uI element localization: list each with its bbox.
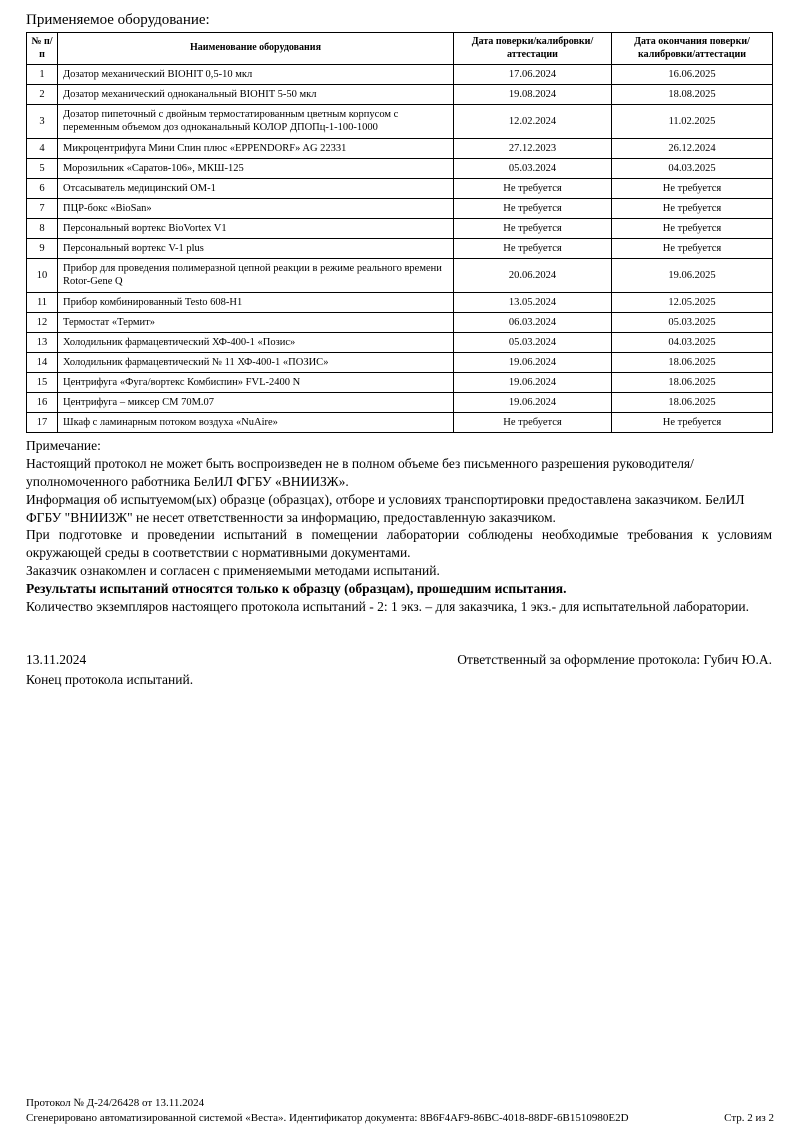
verification-date: 19.06.2024 <box>454 373 612 393</box>
page-footer <box>26 1096 774 1126</box>
equipment-name: Персональный вортекс V-1 plus <box>58 239 454 259</box>
table-row <box>27 105 773 138</box>
row-number: 11 <box>27 292 58 312</box>
footer-protocol-number: Протокол № Д-24/26428 от 13.11.2024 <box>26 1097 205 1110</box>
table-row <box>27 138 773 158</box>
table-row <box>27 393 773 413</box>
protocol-date: 13.11.2024 <box>26 651 87 667</box>
end-of-protocol-line: Конец протокола испытаний. <box>26 671 194 687</box>
table-row <box>27 259 773 292</box>
note-heading: Примечание: <box>26 438 101 454</box>
verification-end-date: 26.12.2024 <box>612 138 773 158</box>
table-row <box>27 413 773 433</box>
verification-date: 05.03.2024 <box>454 332 612 352</box>
table-header-row <box>27 33 773 65</box>
row-number: 5 <box>27 158 58 178</box>
footer-generated-line <box>26 1111 774 1126</box>
note-paragraph: Количество экземпляров настоящего протокола испытаний - 2: 1 экз. – для заказчика, 1 экз.- для испытательной лаборатории. <box>26 598 749 614</box>
table-row <box>27 292 773 312</box>
verification-date: 19.06.2024 <box>454 393 612 413</box>
row-number: 16 <box>27 393 58 413</box>
footer-generated-text: Сгенерировано автоматизированной системой «Веста». Идентификатор документа: 8B6F4AF9-86BC-4018-88DF-6B1510980E2D <box>26 1112 629 1125</box>
row-number: 10 <box>27 259 58 292</box>
table-row <box>27 312 773 332</box>
equipment-name: Шкаф с ламинарным потоком воздуха «NuAire» <box>58 413 454 433</box>
verification-end-date: 19.06.2025 <box>612 259 773 292</box>
header-num: № п/п <box>27 33 58 65</box>
verification-date: 19.08.2024 <box>454 85 612 105</box>
verification-end-date: 16.06.2025 <box>612 65 773 85</box>
verification-end-date: 04.03.2025 <box>612 158 773 178</box>
row-number: 17 <box>27 413 58 433</box>
section-title: Применяемое оборудование: <box>26 12 210 28</box>
verification-date: Не требуется <box>454 219 612 239</box>
equipment-table <box>26 32 773 433</box>
equipment-name: Микроцентрифуга Мини Спин плюс «EPPENDORF» AG 22331 <box>58 138 454 158</box>
row-number: 3 <box>27 105 58 138</box>
notes-section <box>26 437 772 615</box>
verification-end-date: 18.06.2025 <box>612 393 773 413</box>
table-row <box>27 65 773 85</box>
table-row <box>27 373 773 393</box>
verification-end-date: Не требуется <box>612 413 773 433</box>
row-number: 8 <box>27 219 58 239</box>
verification-date: 20.06.2024 <box>454 259 612 292</box>
equipment-name: Отсасыватель медицинский ОМ-1 <box>58 178 454 198</box>
equipment-name: ПЦР-бокс «BioSan» <box>58 198 454 218</box>
verification-date: Не требуется <box>454 413 612 433</box>
note-paragraph: Настоящий протокол не может быть воспроизведен не в полном объеме без письменного разрешения руководителя/уполномоченного работника БелИЛ ФГБУ «ВНИИЗЖ». <box>26 456 694 489</box>
verification-date: 27.12.2023 <box>454 138 612 158</box>
equipment-name: Прибор комбинированный Testo 608-H1 <box>58 292 454 312</box>
row-number: 2 <box>27 85 58 105</box>
row-number: 1 <box>27 65 58 85</box>
verification-date: 12.02.2024 <box>454 105 612 138</box>
row-number: 6 <box>27 178 58 198</box>
verification-end-date: 05.03.2025 <box>612 312 773 332</box>
note-paragraph: При подготовке и проведении испытаний в помещении лаборатории соблюдены необходимые требования к условиям окружающей среды в соответствии с нормативными документами. <box>26 527 772 561</box>
equipment-name: Персональный вортекс BioVortex V1 <box>58 219 454 239</box>
verification-date: Не требуется <box>454 178 612 198</box>
verification-end-date: 11.02.2025 <box>612 105 773 138</box>
note-paragraph: Информация об испытуемом(ых) образце (образцах), отборе и условиях транспортировки предоставлена заказчиком. БелИЛ ФГБУ "ВНИИЗЖ" не несет ответственности за информацию, предоставленную заказчиком. <box>26 491 745 525</box>
note-paragraph-results: Результаты испытаний относятся только к образцу (образцам), прошедшим испытания. <box>26 580 567 596</box>
verification-end-date: Не требуется <box>612 178 773 198</box>
equipment-name: Холодильник фармацевтический ХФ-400-1 «Позис» <box>58 332 454 352</box>
verification-date: Не требуется <box>454 198 612 218</box>
verification-end-date: Не требуется <box>612 198 773 218</box>
equipment-name: Центрифуга «Фуга/вортекс Комбиспин» FVL-2400 N <box>58 373 454 393</box>
equipment-name: Холодильник фармацевтический № 11 ХФ-400-1 «ПОЗИС» <box>58 352 454 372</box>
equipment-name: Дозатор пипеточный с двойным термостатированным цветным корпусом с переменным объемом доз одноканальный КОЛОР ДПОПц-1-100-1000 <box>58 105 454 138</box>
verification-date: 13.05.2024 <box>454 292 612 312</box>
verification-end-date: 12.05.2025 <box>612 292 773 312</box>
header-verification-date: Дата поверки/калибровки/аттестации <box>454 33 612 65</box>
table-row <box>27 198 773 218</box>
table-row <box>27 352 773 372</box>
table-row <box>27 178 773 198</box>
equipment-name: Прибор для проведения полимеразной цепной реакции в режиме реального времени Rotor-Gene Q <box>58 259 454 292</box>
verification-date: 17.06.2024 <box>454 65 612 85</box>
table-row <box>27 85 773 105</box>
sign-row <box>26 652 772 668</box>
row-number: 7 <box>27 198 58 218</box>
equipment-name: Центрифуга – миксер СМ 70М.07 <box>58 393 454 413</box>
verification-end-date: 18.06.2025 <box>612 373 773 393</box>
verification-end-date: Не требуется <box>612 219 773 239</box>
verification-date: 19.06.2024 <box>454 352 612 372</box>
equipment-name: Дозатор механический BIOHIT 0,5-10 мкл <box>58 65 454 85</box>
header-equipment-name: Наименование оборудования <box>58 33 454 65</box>
verification-end-date: 18.06.2025 <box>612 352 773 372</box>
row-number: 12 <box>27 312 58 332</box>
footer-page-indicator: Стр. 2 из 2 <box>724 1112 774 1125</box>
note-paragraph: Заказчик ознакомлен и согласен с применяемыми методами испытаний. <box>26 563 440 579</box>
row-number: 15 <box>27 373 58 393</box>
table-row <box>27 332 773 352</box>
verification-date: Не требуется <box>454 239 612 259</box>
equipment-name: Дозатор механический одноканальный BIOHIT 5-50 мкл <box>58 85 454 105</box>
responsible-person: Ответственный за оформление протокола: Губич Ю.А. <box>457 651 772 667</box>
verification-end-date: 18.08.2025 <box>612 85 773 105</box>
verification-end-date: Не требуется <box>612 239 773 259</box>
table-row <box>27 219 773 239</box>
table-row <box>27 158 773 178</box>
verification-date: 06.03.2024 <box>454 312 612 332</box>
equipment-name: Термостат «Термит» <box>58 312 454 332</box>
table-row <box>27 239 773 259</box>
row-number: 9 <box>27 239 58 259</box>
verification-date: 05.03.2024 <box>454 158 612 178</box>
row-number: 4 <box>27 138 58 158</box>
row-number: 13 <box>27 332 58 352</box>
row-number: 14 <box>27 352 58 372</box>
equipment-name: Морозильник «Саратов-106», МКШ-125 <box>58 158 454 178</box>
header-verification-end-date: Дата окончания поверки/калибровки/аттестации <box>612 33 773 65</box>
verification-end-date: 04.03.2025 <box>612 332 773 352</box>
